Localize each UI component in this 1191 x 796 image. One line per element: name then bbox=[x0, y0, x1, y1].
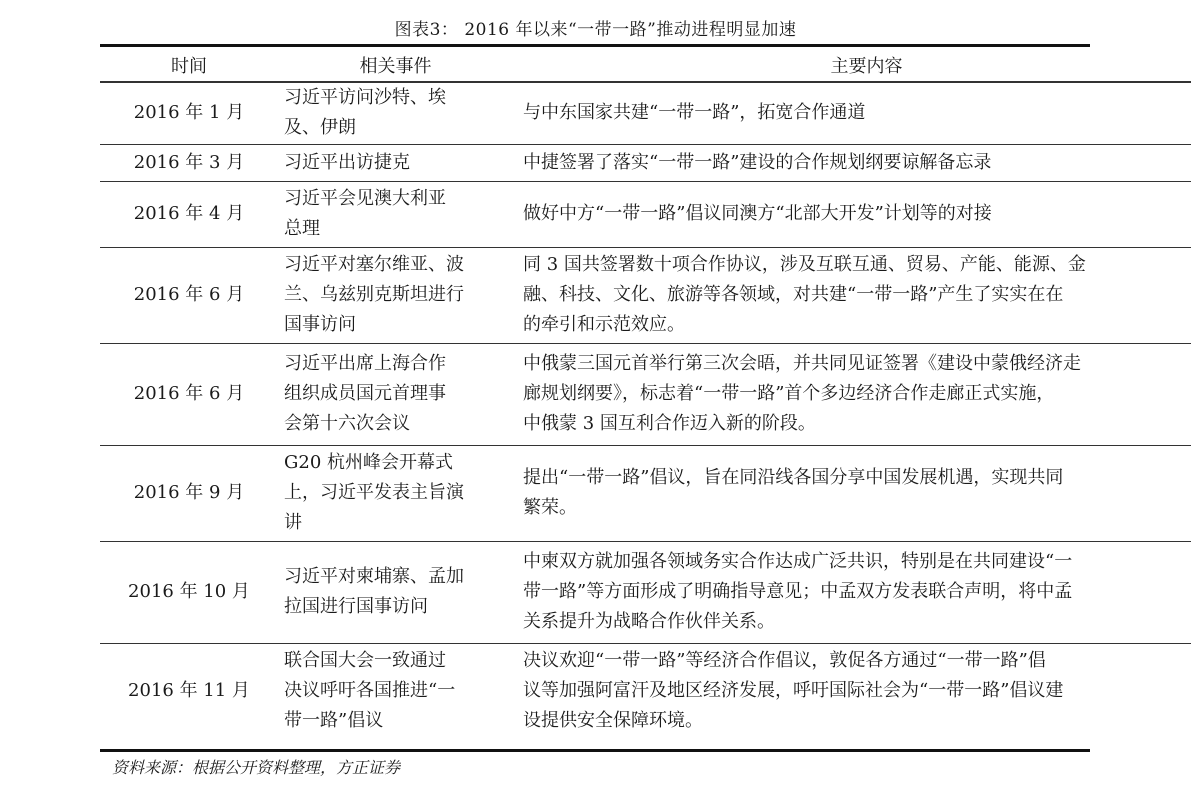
cell-time: 2016 年 6 月 bbox=[100, 247, 278, 343]
event-line: 习近平会见澳大利亚 bbox=[284, 188, 446, 209]
table-row bbox=[100, 445, 1191, 541]
cell-time: 2016 年 3 月 bbox=[100, 144, 278, 181]
source-note: 资料来源：根据公开资料整理，方正证券 bbox=[112, 758, 401, 777]
cell-time: 2016 年 1 月 bbox=[133, 102, 245, 124]
event-line: 组织成员国元首理事 bbox=[284, 383, 446, 404]
event-line: 总理 bbox=[284, 218, 320, 239]
cell-time: 2016 年 4 月 bbox=[100, 181, 278, 247]
content-line: 中俄蒙三国元首举行第三次会晤，并共同见证签署《建设中蒙俄经济走 bbox=[523, 353, 1081, 374]
content-line: 带一路”等方面形成了明确指导意见；中孟双方发表联合声明，将中孟 bbox=[523, 581, 1073, 602]
event-line: 会第十六次会议 bbox=[284, 413, 410, 434]
cell-time: 2016 年 9 月 bbox=[100, 445, 278, 541]
content-line: 融、科技、文化、旅游等各领域，对共建“一带一路”产生了实实在在 bbox=[523, 284, 1064, 305]
cell-event bbox=[278, 144, 513, 181]
cell-content bbox=[513, 82, 1191, 144]
cell-event bbox=[278, 643, 513, 738]
event-line: 习近平出席上海合作 bbox=[284, 353, 446, 374]
table-row bbox=[100, 643, 1191, 738]
content-line: 的牵引和示范效应。 bbox=[523, 314, 685, 335]
events-table bbox=[100, 48, 1191, 738]
cell-event bbox=[278, 181, 513, 247]
content-line: 中俄蒙 3 国互利合作迈入新的阶段。 bbox=[523, 413, 816, 434]
cell-event bbox=[278, 247, 513, 343]
content-line: 做好中方“一带一路”倡议同澳方“北部大开发”计划等的对接 bbox=[523, 203, 992, 224]
cell-event bbox=[278, 541, 513, 643]
cell-time: 2016 年 10 月 bbox=[100, 541, 278, 643]
cell-event bbox=[278, 343, 513, 445]
event-line: 习近平出访捷克 bbox=[284, 151, 410, 173]
content-line: 议等加强阿富汗及地区经济发展，呼吁国际社会为“一带一路”倡议建 bbox=[523, 679, 1064, 701]
table-row bbox=[100, 247, 1191, 343]
table-row bbox=[100, 82, 1191, 144]
cell-content bbox=[513, 181, 1191, 247]
event-line: 联合国大会一致通过 bbox=[284, 649, 446, 671]
cell-content bbox=[513, 144, 1191, 181]
header-event: 相关事件 bbox=[278, 48, 513, 82]
event-line: 及、伊朗 bbox=[284, 117, 356, 139]
event-line: 兰、乌兹别克斯坦进行 bbox=[284, 284, 464, 305]
header-content: 主要内容 bbox=[513, 48, 1191, 82]
table-caption: 图表3： 2016 年以来“一带一路”推动进程明显加速 bbox=[394, 20, 797, 40]
content-line: 廊规划纲要》，标志着“一带一路”首个多边经济合作走廊正式实施， bbox=[523, 383, 1055, 404]
cell-event bbox=[278, 82, 513, 144]
content-line: 繁荣。 bbox=[523, 497, 577, 518]
cell-time: 2016 年 6 月 bbox=[100, 343, 278, 445]
event-line: G20 杭州峰会开幕式 bbox=[284, 452, 454, 473]
event-line: 决议呼吁各国推进“一 bbox=[284, 679, 456, 701]
event-line: 带一路”倡议 bbox=[284, 709, 384, 731]
header-time: 时间 bbox=[100, 48, 278, 82]
content-line: 提出“一带一路”倡议，旨在同沿线各国分享中国发展机遇，实现共同 bbox=[523, 467, 1064, 488]
cell-content bbox=[513, 643, 1191, 738]
event-line: 讲 bbox=[284, 512, 302, 533]
content-line: 关系提升为战略合作伙伴关系。 bbox=[523, 611, 775, 632]
header-row bbox=[100, 48, 1191, 82]
cell-content bbox=[513, 541, 1191, 643]
content-line: 中捷签署了落实“一带一路”建设的合作规划纲要谅解备忘录 bbox=[523, 151, 992, 173]
event-line: 上，习近平发表主旨演 bbox=[284, 482, 464, 503]
event-line: 拉国进行国事访问 bbox=[284, 596, 428, 617]
content-line: 设提供安全保障环境。 bbox=[523, 709, 703, 731]
table-row bbox=[100, 144, 1191, 181]
content-line: 与中东国家共建“一带一路”，拓宽合作通道 bbox=[523, 102, 866, 124]
event-line: 国事访问 bbox=[284, 314, 356, 335]
cell-content bbox=[513, 247, 1191, 343]
content-line: 决议欢迎“一带一路”等经济合作倡议，敦促各方通过“一带一路”倡 bbox=[523, 649, 1046, 671]
event-line: 习近平对柬埔寨、孟加 bbox=[284, 566, 464, 587]
top-rule bbox=[100, 44, 1090, 47]
table-row bbox=[100, 181, 1191, 247]
cell-content bbox=[513, 445, 1191, 541]
content-line: 同 3 国共签署数十项合作协议，涉及互联互通、贸易、产能、能源、金 bbox=[523, 254, 1086, 275]
event-line: 习近平对塞尔维亚、波 bbox=[284, 254, 464, 275]
cell-time: 2016 年 11 月 bbox=[100, 643, 278, 738]
table-row bbox=[100, 343, 1191, 445]
bottom-rule bbox=[100, 749, 1090, 752]
table-row bbox=[100, 541, 1191, 643]
cell-event bbox=[278, 445, 513, 541]
cell-content bbox=[513, 343, 1191, 445]
content-line: 中柬双方就加强各领域务实合作达成广泛共识，特别是在共同建设“一 bbox=[523, 551, 1073, 572]
event-line: 习近平访问沙特、埃 bbox=[284, 87, 446, 109]
